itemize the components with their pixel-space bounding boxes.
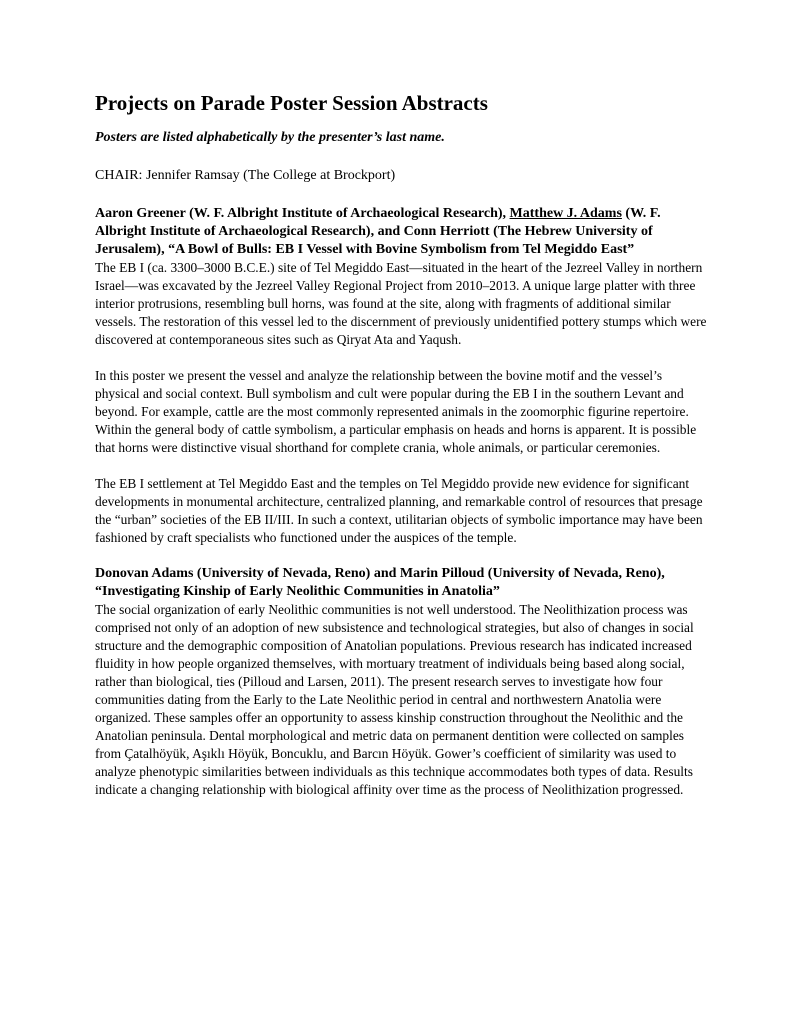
presenter-name: Matthew J. Adams: [509, 206, 622, 221]
authors-before: Aaron Greener (W. F. Albright Institute of Archaeological Research),: [95, 206, 510, 221]
abstract-paragraph: The EB I (ca. 3300–3000 B.C.E.) site of Tel Megiddo East—situated in the heart of the Jezreel Valley in northern Israel—was excavated by the Jezreel Valley Regional Project from 2010–2013. A unique large platter with three interior protrusions, resembling bull horns, was found at the site, along with fragments of additional similar vessels. The restoration of this vessel led to the discernment of previously unidentified pottery stumps which were discovered at contemporaneous sites such as Qiryat Ata and Yaqush.: [95, 260, 707, 347]
authors-after: (W. F. Albright Institute of Archaeological Research), and Conn Herriott (The Hebrew University of Jerusalem), “A Bowl of Bulls: EB I Vessel with Bovine Symbolism from Tel Megiddo East”: [95, 206, 661, 257]
page-content: [95, 90, 710, 799]
abstract-paragraph: In this poster we present the vessel and analyze the relationship between the bovine motif and the vessel’s physical and social context. Bull symbolism and cult were popular during the EB I in the southern Levant and beyond. For example, cattle are the most commonly represented animals in the zoomorphic figurine repertoire. Within the general body of cattle symbolism, a particular emphasis on heads and horns is apparent. It is possible that horns were distinctive visual shorthand for complete crania, whole animals, or particular ceremonies.: [95, 368, 697, 455]
abstract-paragraph: The EB I settlement at Tel Megiddo East and the temples on Tel Megiddo provide new evidence for significant developments in monumental architecture, centralized planning, and remarkable control of resources that presage the “urban” societies of the EB II/III. In such a context, utilitarian objects of symbolic importance may have been fashioned by craft specialists who functioned under the auspices of the temple.: [95, 476, 703, 545]
abstract-entry: [95, 565, 710, 799]
session-chair: CHAIR: Jennifer Ramsay (The College at Brockport): [95, 168, 396, 183]
ordering-note: Posters are listed alphabetically by the presenter’s last name.: [95, 130, 445, 145]
abstract-entry: [95, 205, 710, 547]
abstract-paragraph: The social organization of early Neolithic communities is not well understood. The Neolithization process was comprised not only of an adoption of new subsistence and technological strategies, but also of changes in social structure and the demographic composition of Anatolian populations. Previous research has indicated increased fluidity in how people organized themselves, with mortuary treatment of individuals being based along social, rather than biological, ties (Pilloud and Larsen, 2011). The present research serves to investigate how four communities dating from the Early to the Late Neolithic period in central and northwestern Anatolia were organized. These samples offer an opportunity to assess kinship construction throughout the Neolithic and the Anatolian peninsula. Dental morphological and metric data on permanent dentition were collected on samples from Çatalhöyük, Aşıklı Höyük, Boncuklu, and Barcın Höyük. Gower’s coefficient of similarity was used to analyze phenotypic similarities between individuals as this technique accommodates both types of data. Results indicate a changing relationship with biological affinity over time as the process of Neolithization progressed.: [95, 602, 694, 797]
authors-before: Donovan Adams (University of Nevada, Reno) and Marin Pilloud (University of Nevada, Reno), “Investigating Kinship of Early Neolithic Communities in Anatolia”: [95, 566, 665, 599]
entry-heading: [95, 205, 710, 259]
entry-heading: [95, 565, 710, 601]
page-title: Projects on Parade Poster Session Abstracts: [95, 91, 488, 115]
